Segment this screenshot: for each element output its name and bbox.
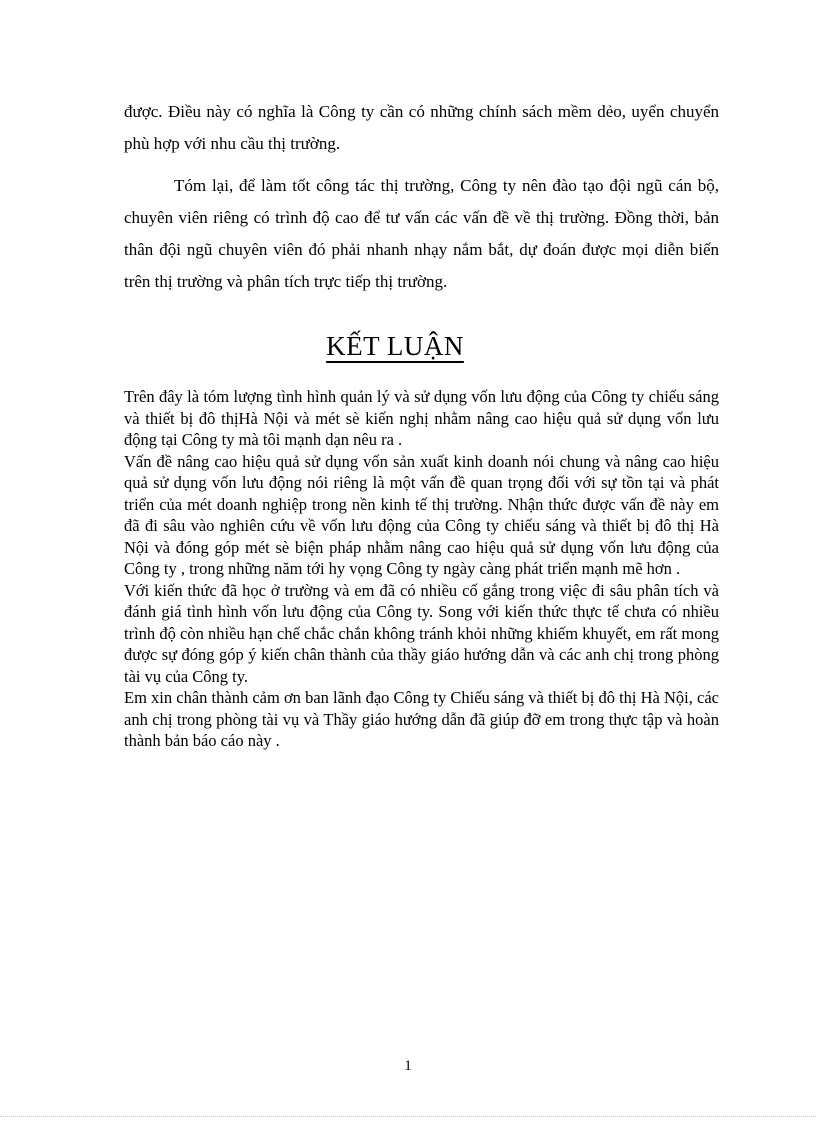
conclusion-section — [124, 386, 719, 752]
page-number: 1 — [404, 1058, 412, 1074]
conclusion-heading — [0, 328, 790, 364]
intro-paragraph-continued: được. Điều này có nghĩa là Công ty cần có những chính sách mềm dẻo, uyển chuyển phù hợp với nhu cầu thị trường. — [124, 102, 719, 153]
page-bottom-divider — [0, 1116, 816, 1117]
conclusion-paragraph-thanks: Em xin chân thành cảm ơn ban lãnh đạo Công ty Chiếu sáng và thiết bị đô thị Hà Nội, các anh chị trong phòng tài vụ và Thầy giáo hướng dẫn đã giúp đỡ em trong thực tập và hoàn thành bản báo cáo này . — [124, 688, 719, 750]
intro-section — [124, 96, 719, 308]
conclusion-paragraph-importance: Vấn đề nâng cao hiệu quả sử dụng vốn sản xuất kinh doanh nói chung và nâng cao hiệu quả sử dụng vốn lưu động nói riêng là một vấn đề quan trọng đối với sự tồn tại và phát triển của mét doanh nghiệp trong nền kinh tế thị trường. Nhận thức được vấn đề này em đã đi sâu vào nghiên cứu về vốn lưu động của Công ty chiếu sáng và thiết bị đô thị Hà Nội và đóng góp mét sè biện pháp nhằm nâng cao hiệu quả sử dụng vốn lưu động của Công ty , trong những năm tới hy vọng Công ty ngày càng phát triển mạnh mẽ hơn . — [124, 451, 719, 578]
conclusion-paragraph-limitations: Với kiến thức đã học ở trường và em đã có nhiều cố gắng trong việc đi sâu phân tích và đánh giá tình hình vốn lưu động của Công ty. Song với kiến thức thực tế chưa có nhiều trình độ còn nhiều hạn chế chắc chắn không tránh khỏi những khiếm khuyết, em rất mong được sự đóng góp ý kiến chân thành của thầy giáo hướng dẫn và các anh chị trong phòng tài vụ của Công ty. — [124, 580, 719, 686]
intro-paragraph-summary: Tóm lại, để làm tốt công tác thị trường, Công ty nên đào tạo đội ngũ cán bộ, chuyên viên riêng có trình độ cao để tư vấn các vấn đề về thị trường. Đồng thời, bản thân đội ngũ chuyên viên đó phải nhanh nhạy nắm bắt, dự đoán được mọi diễn biến trên thị trường và phân tích trực tiếp thị trường. — [124, 176, 719, 291]
conclusion-heading-text: KẾT LUẬN — [326, 331, 464, 361]
conclusion-paragraph-summary: Trên đây là tóm lượng tình hình quản lý và sử dụng vốn lưu động của Công ty chiếu sáng và thiết bị đô thịHà Nội và mét sè kiến nghị nhằm nâng cao hiệu quả sử dụng vốn lưu động tại Công ty mà tôi mạnh dạn nêu ra . — [124, 387, 719, 449]
